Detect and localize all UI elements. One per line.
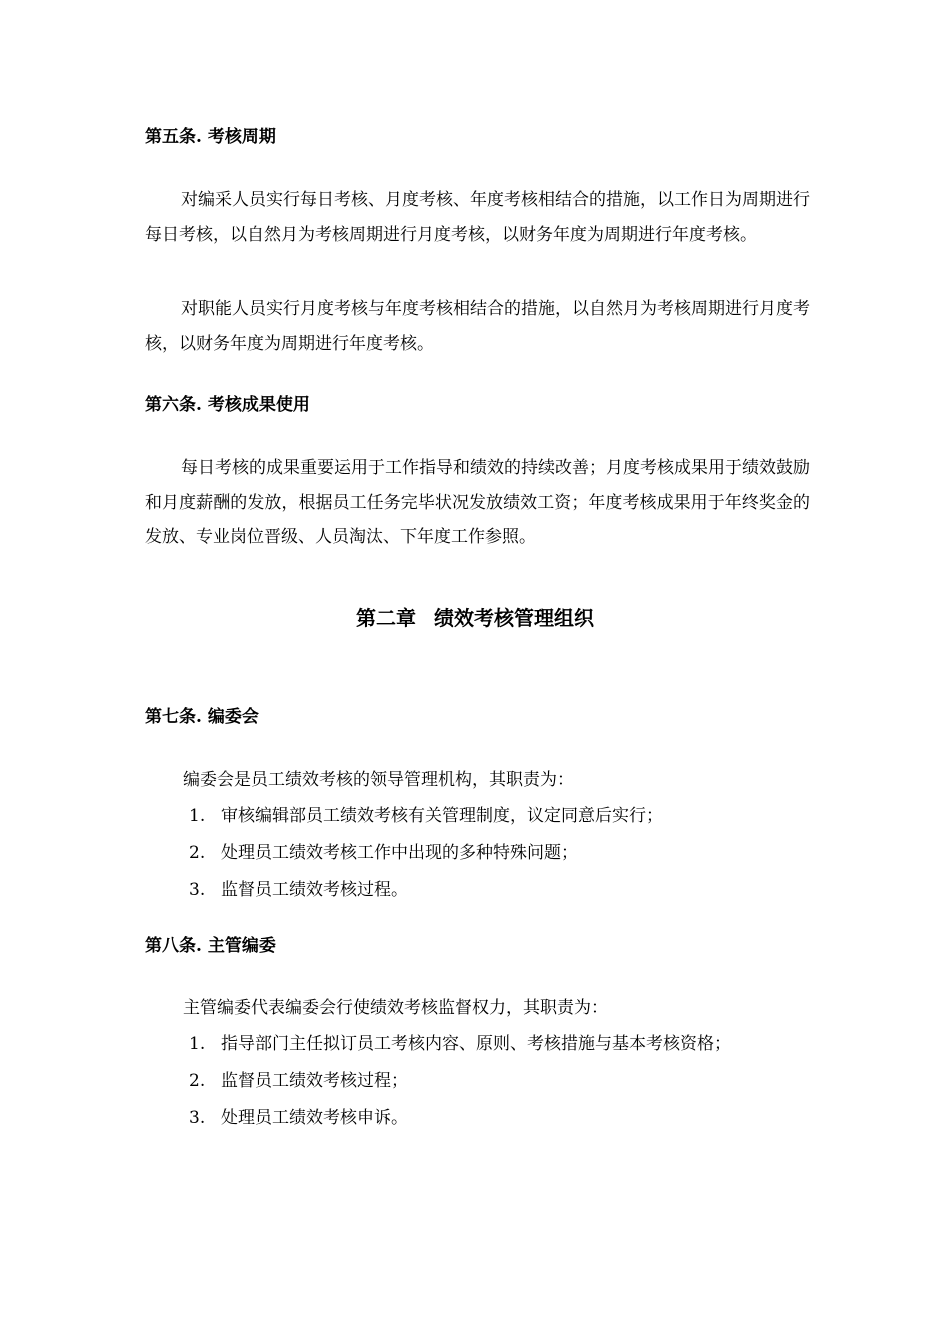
list-item-text: 监督员工绩效考核过程； — [221, 1071, 408, 1091]
article-6-heading: 第六条. 考核成果使用 — [145, 395, 310, 415]
list-item-text: 处理员工绩效考核工作中出现的多种特殊问题； — [221, 843, 578, 863]
list-item — [185, 804, 825, 841]
list-item-number: 3. — [189, 1108, 206, 1128]
list-item — [185, 1069, 825, 1106]
list-item — [185, 878, 825, 915]
article-5-paragraph-1: 对编采人员实行每日考核、月度考核、年度考核相结合的措施，以工作日为周期进行每日考核，以自然月为考核周期进行月度考核，以财务年度为周期进行年度考核。 — [145, 190, 810, 245]
chapter-title — [0, 604, 950, 632]
article-8-heading: 第八条. 主管编委 — [145, 936, 276, 956]
list-item-number: 2. — [189, 843, 206, 863]
list-item-text: 指导部门主任拟订员工考核内容、原则、考核措施与基本考核资格； — [221, 1034, 731, 1054]
list-item-number: 1. — [189, 806, 206, 826]
list-item — [185, 841, 825, 878]
article-8-duty-list — [185, 1032, 825, 1143]
list-item-text: 审核编辑部员工绩效考核有关管理制度，议定同意后实行； — [221, 806, 663, 826]
list-item — [185, 1106, 825, 1143]
article-8-intro: 主管编委代表编委会行使绩效考核监督权力，其职责为： — [183, 998, 608, 1018]
article-5-heading: 第五条. 考核周期 — [145, 127, 276, 147]
article-5-paragraph-2: 对职能人员实行月度考核与年度考核相结合的措施，以自然月为考核周期进行月度考核，以财务年度为周期进行年度考核。 — [145, 299, 810, 354]
chapter-name: 绩效考核管理组织 — [434, 606, 594, 630]
article-7-intro: 编委会是员工绩效考核的领导管理机构，其职责为： — [183, 770, 574, 790]
list-item-text: 监督员工绩效考核过程。 — [221, 880, 408, 900]
list-item-number: 1. — [189, 1034, 206, 1054]
list-item-text: 处理员工绩效考核申诉。 — [221, 1108, 408, 1128]
article-7-duty-list — [185, 804, 825, 915]
chapter-number: 第二章 — [356, 606, 416, 630]
article-6-paragraph-1: 每日考核的成果重要运用于工作指导和绩效的持续改善；月度考核成果用于绩效鼓励和月度薪酬的发放，根据员工任务完毕状况发放绩效工资；年度考核成果用于年终奖金的发放、专业岗位晋级、人员淘汰、下年度工作参照。 — [145, 458, 810, 547]
list-item-number: 3. — [189, 880, 206, 900]
list-item — [185, 1032, 825, 1069]
article-7-heading: 第七条. 编委会 — [145, 707, 259, 727]
list-item-number: 2. — [189, 1071, 206, 1091]
